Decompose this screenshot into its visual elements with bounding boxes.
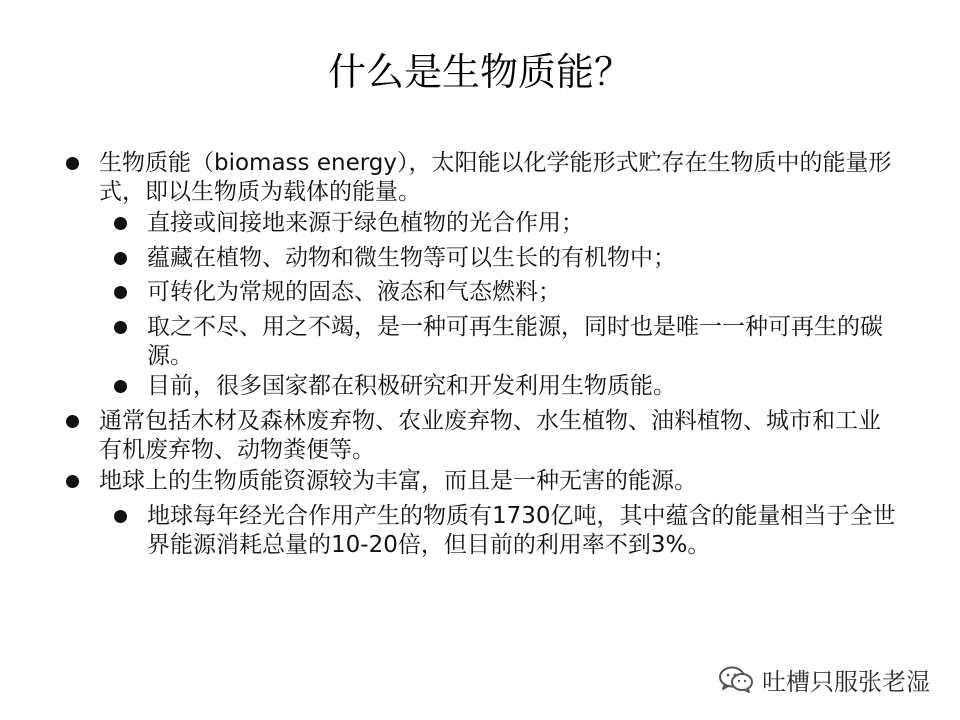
bullet-text: 可转化为常规的固态、液态和气态燃料； [147,279,561,305]
bullet-text: 取之不尽、用之不竭，是一种可再生能源，同时也是唯一一种可再生的碳源。 [147,314,883,369]
bullet-dot [114,286,127,299]
bullet-text: 蕴藏在植物、动物和微生物等可以生长的有机物中； [147,245,676,271]
bullet-text: 直接或间接地来源于绿色植物的光合作用； [147,210,584,236]
bullet-text: 地球上的生物质能资源较为丰富，而且是一种无害的能源。 [99,468,697,494]
bullet-dot [114,510,127,523]
watermark-text: 吐槽只服张老湿 [762,667,930,696]
bullet-item [147,209,899,238]
bullet-item [99,467,899,496]
bullet-item [147,313,899,371]
wechat-icon [718,665,754,693]
bullet-item [99,407,899,465]
bullet-dot [66,415,79,428]
bullet-dot [114,252,127,265]
bullet-item [147,502,899,560]
bullet-item [99,149,899,207]
slide-title: 什么是生物质能？ [327,50,632,94]
bullet-dot [66,475,79,488]
bullet-text: 生物质能（biomass energy），太阳能以化学能形式贮存在生物质中的能量形式，即以生物质为载体的能量。 [99,150,892,205]
bullet-dot [114,380,127,393]
watermark [718,661,930,697]
bullet-item [147,278,899,307]
bullet-dot [114,321,127,334]
bullet-item [147,372,899,401]
bullet-text: 目前，很多国家都在积极研究和开发利用生物质能。 [147,373,676,399]
bullet-text: 通常包括木材及森林废弃物、农业废弃物、水生植物、油料植物、城市和工业有机废弃物、动物粪便等。 [99,408,881,463]
bullet-text: 地球每年经光合作用产生的物质有1730亿吨，其中蕴含的能量相当于全世界能源消耗总量的10-20倍，但目前的利用率不到3%。 [147,503,896,558]
bullet-item [147,244,899,273]
bullet-dot [66,157,79,170]
bullet-dot [114,217,127,230]
